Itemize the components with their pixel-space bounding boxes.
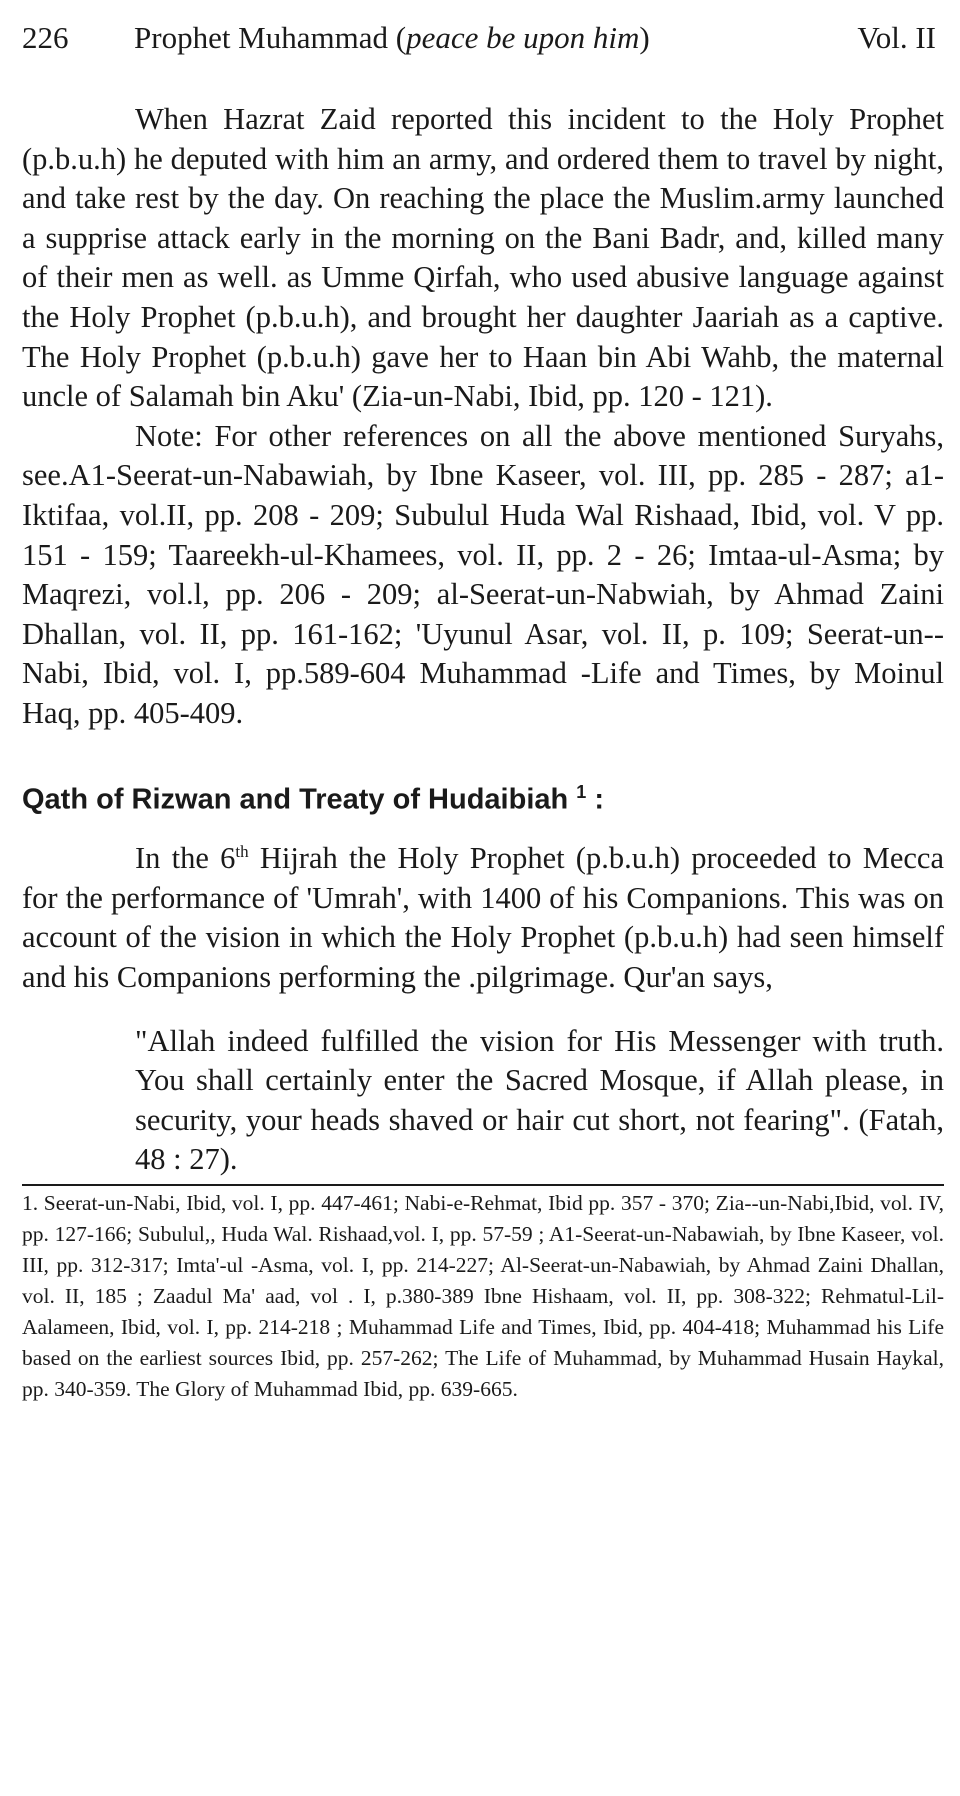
footnote-text: 1. Seerat-un-Nabi, Ibid, vol. I, pp. 447-461; Nabi-e-Rehmat, Ibid pp. 357 - 370; Zia--un-Nabi,Ibid, vol. IV, pp. 127-166; Subulul,, Huda Wal. Rishaad,vol. I, pp. 57-59 ; A1-Seerat-un-Nabawiah, by Ibne Kaseer, vol. III, pp. 312-317; Imta'-ul -Asma, vol. I, pp. 214-227; Al-Seerat-un-Nabawiah, by Ahmad Zaini Dhallan, vol. II, 185 ; Zaadul Ma' aad, vol . I, p.380-389 Ibne Hishaam, vol. II, pp. 308-322; Rehmatul-Lil-Aalameen, Ibid, vol. I, pp. 214-218 ; Muhammad Life and Times, Ibid, pp. 404-418; Muhammad his Life based on the earliest sources Ibid, pp. 257-262; The Life of Muhammad, by Muhammad Husain Haykal, pp. 340-359. The Glory of Muhammad Ibid, pp. 639-665.: [22, 1190, 944, 1401]
footnote-divider: [22, 1184, 944, 1186]
running-title-text: Prophet Muhammad (: [134, 20, 407, 55]
paragraph-zaid-report: When Hazrat Zaid reported this incident to the Holy Prophet (p.b.u.h) he deputed with him an army, and ordered them to travel by night, and take rest by the day. On reaching the place the Muslim.army launched a supprise attack early in the morning on the Bani Badr, and, killed many of their men as well. as Umme Qirfah, who used abusive language against the Holy Prophet (p.b.u.h), and brought her daughter Jaariah as a captive. The Holy Prophet (p.b.u.h) gave her to Haan bin Abi Wahb, the maternal uncle of Salamah bin Aku' (Zia-un-Nabi, Ibid, pp. 120 - 121).: [22, 102, 944, 414]
running-title-close: ): [639, 20, 650, 55]
paragraph-hudaibiah-rest: Hijrah the Holy Prophet (p.b.u.h) proceeded to Mecca for the performance of 'Umrah', with 1400 of his Companions. This was on account of the vision in which the Holy Prophet (p.b.u.h) had seen himself and his Companions performing the .pilgrimage. Qur'an says,: [22, 841, 944, 994]
section-heading: [22, 772, 944, 820]
paragraph-hudaibiah-start: In the 6: [135, 841, 236, 876]
volume-label: Vol. II: [857, 20, 936, 55]
section-heading-colon: :: [586, 783, 605, 816]
paragraph-hudaibiah: [22, 839, 944, 997]
quran-quote: "Allah indeed fulfilled the vision for His Messenger with truth. You shall certainly enter the Sacred Mosque, if Allah please, in security, your heads shaved or hair cut short, not fearing". (Fatah, 48 : 27).: [135, 1023, 944, 1177]
section-heading-text: Qath of Rizwan and Treaty of Hudaibiah: [22, 783, 577, 816]
running-title-italic: peace be upon him: [406, 20, 640, 55]
paragraph-references-note: Note: For other references on all the above mentioned Suryahs, see.A1-Seerat-un-Nabawiah, by Ibne Kaseer, vol. III, pp. 285 - 287; a1-Iktifaa, vol.II, pp. 208 - 209; Subulul Huda Wal Rishaad, Ibid, vol. V pp. 151 - 159; Taareekh-ul-Khamees, vol. II, pp. 2 - 26; Imtaa-ul-Asma; by Maqrezi, vol.l, pp. 206 - 209; al-Seerat-un-Nabwiah, by Ahmad Zaini Dhallan, vol. II, pp. 161-162; 'Uyunul Asar, vol. II, p. 109; Seerat-un--Nabi, Ibid, vol. I, pp.589-604 Muhammad -Life and Times, by Moinul Haq, pp. 405-409.: [22, 418, 944, 730]
page-number: 226: [22, 20, 69, 55]
footnote-marker: 1: [576, 781, 587, 802]
running-header: [22, 0, 944, 60]
running-title: [134, 8, 650, 68]
ordinal-suffix: th: [235, 842, 249, 861]
book-page: [22, 0, 944, 1405]
